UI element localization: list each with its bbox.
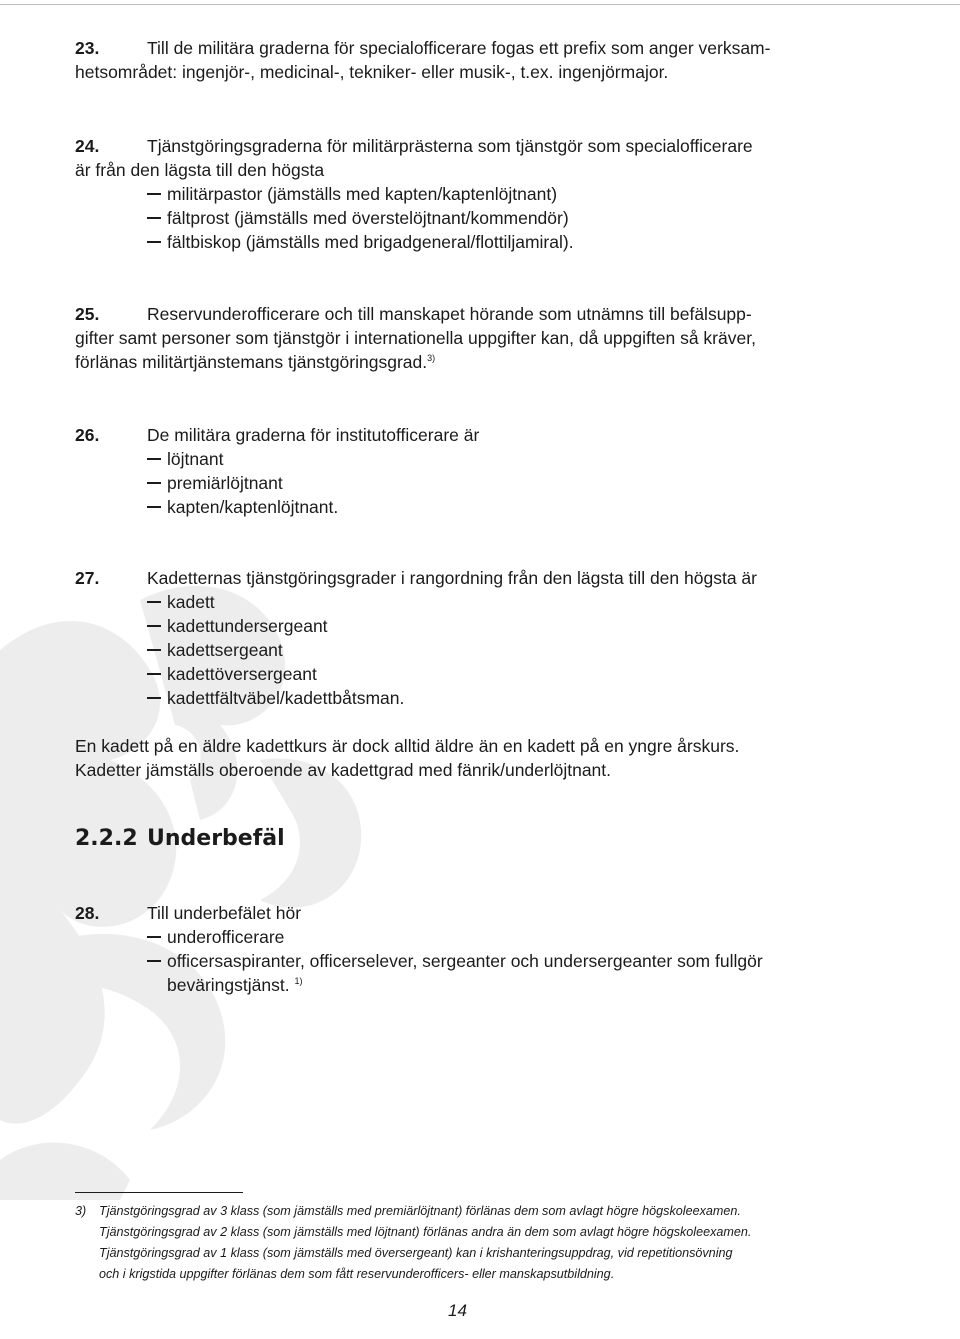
- footnote-line: Tjänstgöringsgrad av 1 klass (som jämställs med översergeant) kan i krishanteringsuppdrag, vid repetitionsövning: [99, 1246, 733, 1260]
- dash-bullet: [147, 482, 161, 484]
- paragraph-24: [75, 134, 865, 254]
- list-item-text: kadettsergeant: [167, 640, 283, 660]
- top-rule: [0, 4, 960, 5]
- paragraph-number: 25.: [75, 304, 100, 324]
- paragraph-number: 26.: [75, 425, 100, 445]
- list-item-text: kadettundersergeant: [167, 616, 328, 636]
- page-number: 14: [448, 1301, 467, 1320]
- list-item: [75, 949, 865, 973]
- footnote-line: Tjänstgöringsgrad av 2 klass (som jämställs med löjtnant) förlänas andra än dem som avlagt högre högskoleexamen.: [99, 1225, 752, 1239]
- paragraph-28: [75, 901, 865, 997]
- footnote-rule: [75, 1192, 243, 1193]
- list-item: [75, 590, 865, 614]
- list-item: [75, 614, 865, 638]
- list-item: [75, 925, 865, 949]
- footnote-line: och i krigstida uppgifter förlänas dem som fått reservunderofficers- eller manskapsutbildning.: [99, 1267, 615, 1281]
- text-line: hetsområdet: ingenjör-, medicinal-, tekniker- eller musik-, t.ex. ingenjörmajor.: [75, 62, 669, 82]
- section-title: Underbefäl: [147, 826, 285, 851]
- list-item: [75, 495, 865, 519]
- list-item-text: kadettöversergeant: [167, 664, 317, 684]
- dash-bullet: [147, 241, 161, 243]
- paragraph-number: 28.: [75, 903, 100, 923]
- text-line: Kadetter jämställs oberoende av kadettgrad med fänrik/underlöjtnant.: [75, 760, 612, 780]
- text-line: Kadetternas tjänstgöringsgrader i rangordning från den lägsta till den högsta är: [147, 568, 757, 588]
- dash-bullet: [147, 936, 161, 938]
- list-item-text: kadettfältväbel/kadettbåtsman.: [167, 688, 405, 708]
- dash-bullet: [147, 217, 161, 219]
- list-item-text: kadett: [167, 592, 215, 612]
- list-item-text: underofficerare: [167, 927, 285, 947]
- paragraph-26: [75, 423, 865, 519]
- continuation-text: beväringstjänst.: [167, 975, 290, 995]
- text-line: [75, 350, 865, 374]
- list-item-text: fältbiskop (jämställs med brigadgeneral/flottiljamiral).: [167, 232, 574, 252]
- list-item: [75, 471, 865, 495]
- list-item: [75, 206, 865, 230]
- footnote-mark: 3): [75, 1204, 87, 1218]
- text-line: gifter samt personer som tjänstgör i internationella uppgifter kan, då uppgiften så kräver,: [75, 328, 756, 348]
- footnote-reference: 1): [294, 976, 303, 987]
- list-item-continuation: [75, 973, 865, 997]
- dash-bullet: [147, 673, 161, 675]
- list-item: [75, 230, 865, 254]
- text-line: Till underbefälet hör: [147, 903, 302, 923]
- text-line: Reservunderofficerare och till manskapet hörande som utnämns till befälsupp-: [147, 304, 752, 324]
- dash-bullet: [147, 506, 161, 508]
- paragraph-number: 27.: [75, 568, 100, 588]
- list-item-text: militärpastor (jämställs med kapten/kaptenlöjtnant): [167, 184, 558, 204]
- dash-bullet: [147, 601, 161, 603]
- list-item: [75, 686, 865, 710]
- paragraph-23: [75, 36, 865, 84]
- text-line: De militära graderna för institutofficerare är: [147, 425, 480, 445]
- list-item-text: kapten/kaptenlöjtnant.: [167, 497, 339, 517]
- text-line: Tjänstgöringsgraderna för militärprästerna som tjänstgör som specialofficerare: [147, 136, 753, 156]
- list-item: [75, 447, 865, 471]
- paragraph-number: 23.: [75, 38, 100, 58]
- paragraph-27-note: [75, 734, 865, 782]
- list-item-text: premiärlöjtnant: [167, 473, 283, 493]
- paragraph-number: 24.: [75, 136, 100, 156]
- list-item-text: fältprost (jämställs med överstelöjtnant/kommendör): [167, 208, 569, 228]
- footnote-line: Tjänstgöringsgrad av 3 klass (som jämställs med premiärlöjtnant) förlänas dem som avlagt högre högskoleexamen.: [99, 1204, 741, 1218]
- list-item: [75, 638, 865, 662]
- list-item-text: officersaspiranter, officerselever, sergeanter och undersergeanter som fullgör: [167, 951, 763, 971]
- footnotes: [75, 1201, 865, 1285]
- text-line: är från den lägsta till den högsta: [75, 160, 325, 180]
- list-item-text: löjtnant: [167, 449, 224, 469]
- section-number: 2.2.2: [75, 826, 138, 851]
- dash-bullet: [147, 960, 161, 962]
- paragraph-25: [75, 302, 865, 374]
- paragraph-27: [75, 566, 865, 710]
- list-item: [75, 182, 865, 206]
- dash-bullet: [147, 697, 161, 699]
- dash-bullet: [147, 458, 161, 460]
- text-line-content: förlänas militärtjänstemans tjänstgöringsgrad.: [75, 352, 428, 372]
- section-heading: [75, 824, 285, 854]
- text-line: En kadett på en äldre kadettkurs är dock alltid äldre än en kadett på en yngre årskurs.: [75, 736, 740, 756]
- text-line: Till de militära graderna för specialofficerare fogas ett prefix som anger verksam-: [147, 38, 771, 58]
- dash-bullet: [147, 649, 161, 651]
- dash-bullet: [147, 625, 161, 627]
- dash-bullet: [147, 193, 161, 195]
- footnote-reference: 3): [427, 353, 436, 364]
- list-item: [75, 662, 865, 686]
